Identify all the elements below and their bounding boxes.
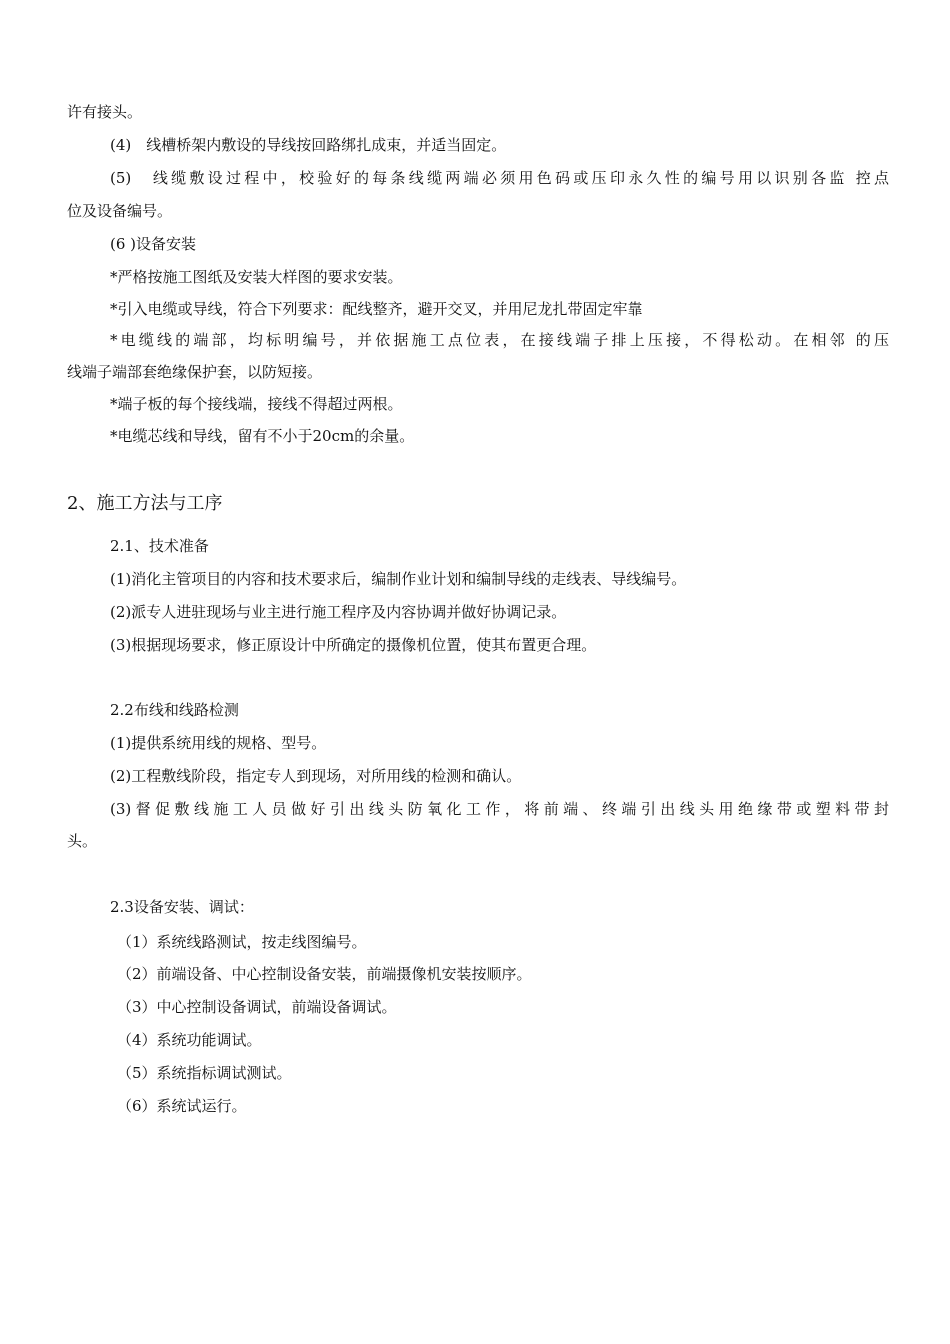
subsection-2-3-item: （1）系统线路测试，按走线图编号。 bbox=[117, 933, 367, 951]
continuation-text: 许有接头。 bbox=[67, 103, 143, 121]
item-5-line-1: (5) 线缆敷设过程中，校验好的每条线缆两端必须用色码或压印永久性的编号用以识别各监 控点 bbox=[110, 169, 889, 187]
subsection-2-3-item: （6）系统试运行。 bbox=[117, 1097, 247, 1115]
subsection-2-3-title: 2.3设备安装、调试： bbox=[110, 898, 254, 916]
subsection-2-2-title: 2.2布线和线路检测 bbox=[110, 701, 239, 719]
subsection-2-2-item: (1)提供系统用线的规格、型号。 bbox=[110, 734, 327, 752]
subsection-2-1-item: (1)消化主管项目的内容和技术要求后，编制作业计划和编制导线的走线表、导线编号。 bbox=[110, 570, 687, 588]
bullet-1: *严格按施工图纸及安装大样图的要求安装。 bbox=[110, 268, 403, 286]
subsection-2-3-item: （3）中心控制设备调试，前端设备调试。 bbox=[117, 998, 397, 1016]
bullet-3-line-1: *电缆线的端部，均标明编号，并依据施工点位表，在接线端子排上压接，不得松动。在相邻 的压 bbox=[110, 331, 889, 349]
bullet-5: *电缆芯线和导线，留有不小于20cm的余量。 bbox=[110, 427, 415, 445]
item-5-line-2: 位及设备编号。 bbox=[67, 202, 173, 220]
bullet-2: *引入电缆或导线，符合下列要求：配线整齐，避开交叉，并用尼龙扎带固定牢靠 bbox=[110, 300, 643, 318]
subsection-2-3-item: （2）前端设备、中心控制设备安装，前端摄像机安装按顺序。 bbox=[117, 965, 532, 983]
bullet-3-line-2: 线端子端部套绝缘保护套，以防短接。 bbox=[67, 363, 323, 381]
item-4: (4) 线槽桥架内敷设的导线按回路绑扎成束，并适当固定。 bbox=[110, 136, 507, 154]
subsection-2-3-item: （4）系统功能调试。 bbox=[117, 1031, 262, 1049]
bullet-4: *端子板的每个接线端，接线不得超过两根。 bbox=[110, 395, 403, 413]
subsection-2-2-item-3-line-2: 头。 bbox=[67, 832, 98, 850]
section-2-title: 2、施工方法与工序 bbox=[67, 493, 223, 514]
item-6-title: (6 )设备安装 bbox=[110, 235, 197, 253]
subsection-2-1-item: (2)派专人进驻现场与业主进行施工程序及内容协调并做好协调记录。 bbox=[110, 603, 567, 621]
subsection-2-2-item-3-line-1: (3)督促敷线施工人员做好引出线头防氧化工作，将前端、终端引出线头用绝缘带或塑料带封 bbox=[110, 800, 889, 818]
subsection-2-3-item: （5）系统指标调试测试。 bbox=[117, 1064, 292, 1082]
subsection-2-1-item: (3)根据现场要求，修正原设计中所确定的摄像机位置，使其布置更合理。 bbox=[110, 636, 597, 654]
subsection-2-1-title: 2.1、技术准备 bbox=[110, 537, 209, 555]
subsection-2-2-item: (2)工程敷线阶段，指定专人到现场，对所用线的检测和确认。 bbox=[110, 767, 522, 785]
